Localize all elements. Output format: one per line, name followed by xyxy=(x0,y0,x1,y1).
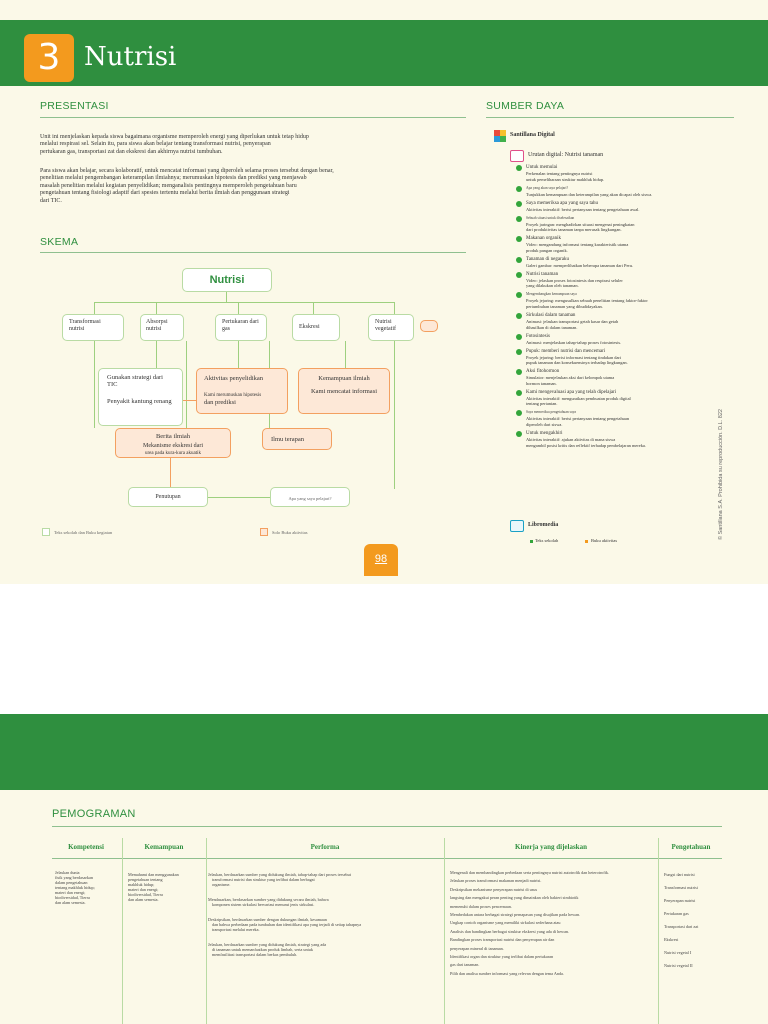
connector xyxy=(156,302,157,314)
connector xyxy=(156,341,157,368)
kinerja-line: Mengenali dan membandingkan perbedaan serta pentingnya nutrisi autotrofik dan heterotrofik. xyxy=(450,870,610,875)
resource-bullet-icon xyxy=(516,334,522,340)
resource-bullet-icon xyxy=(516,292,522,298)
pengetahuan-item: Pertukaran gas xyxy=(664,911,689,916)
resource-description: Proyek jaringan: menghadirkan situasi mengenai peningkatan xyxy=(526,221,635,227)
resource-description: dihasilkan di dalam tanaman. xyxy=(526,324,578,330)
resource-description: pupuk tanaman dan konsekuensinya terhadap lingkungan. xyxy=(526,360,628,366)
resource-description: yang dilakukan oleh tanaman. xyxy=(526,283,579,289)
performa-item xyxy=(208,897,440,907)
skema-heading: SKEMA xyxy=(40,236,79,248)
header-banner xyxy=(0,714,768,790)
divider xyxy=(52,826,722,827)
resource-description: Aktivitas interaktif: menguraikan pembuatan produk digital xyxy=(526,395,631,401)
resource-bullet-icon xyxy=(516,390,522,396)
node-aktivitas-penyelidikan: Aktivitas penyelidikan Kami merumuskan hipotesis dan prediksi xyxy=(196,368,288,414)
kinerja-line: Bandingkan proses transportasi nutrisi dan penyerapan air dan xyxy=(450,937,555,943)
resource-bullet-icon xyxy=(516,410,522,416)
libromedia-label: Libromedia xyxy=(528,522,559,528)
resource-bullet-icon xyxy=(516,165,522,171)
chapter-number: 3 xyxy=(24,34,74,82)
resource-bullet-icon xyxy=(516,369,522,375)
resource-description: Tunjukkan kemampuan dan keterampilan yang akan dicapai oleh siswa. xyxy=(526,191,653,197)
legend-swatch-school xyxy=(42,528,50,536)
connector xyxy=(238,302,239,314)
pemograman-heading: PEMOGRAMAN xyxy=(52,808,136,820)
resource-description: Aktivitas interaktif: ajukan aktivitas di mana siswa xyxy=(526,437,616,442)
kemampuan-cell: Memahami dan menggunakan pengetahuan tentang makhluk hidup; materi dan energi; biodiversidad, Tierra dan alam semesta. xyxy=(128,872,179,902)
legend-school: Teks sekolah dan Buku kegiatan xyxy=(54,530,113,535)
resource-description: Proyek jejaring: berisi informasi tentang tindakan dari xyxy=(526,354,622,360)
node-gunakan-strategi: Gunakan strategi dari TIC Penyakit kantung renang xyxy=(98,368,183,426)
santillana-logo-icon xyxy=(494,130,506,142)
kinerja-line: gas dari tanaman. xyxy=(450,962,480,968)
santillana-digital-label: Santillana Digital xyxy=(510,132,555,138)
connector xyxy=(394,302,395,314)
libromedia-icon xyxy=(510,520,524,532)
pengetahuan-item: Penyerapan nutrisi xyxy=(664,898,696,903)
resource-description: produk pangan organik. xyxy=(526,247,568,253)
pengetahuan-cell xyxy=(664,872,722,976)
performa-line: Jelaskan, berdasarkan sumber yang didukung ilmiah, tahap-tahap dari proses tersebut xyxy=(208,872,351,877)
col-pengetahuan: Pengetahuan xyxy=(671,843,711,851)
kinerja-line: Identifikasi organ dan struktur yang terlibat dalam pertukaran xyxy=(450,953,554,959)
pengetahuan-item: Ekskresi xyxy=(664,937,679,942)
presentasi-heading: PRESENTASI xyxy=(40,100,109,112)
resource-bullet-icon xyxy=(516,313,522,319)
resource-description: dari produktivitas tanaman tanpa merusak lingkungan. xyxy=(526,227,622,233)
presentasi-paragraph-2: Para siswa akan belajar, secara kolaboratif, untuk mencatat informasi yang diperoleh selama proses tersebut dengan benar, penelitian melalui pengembangan keterampilan ilmiahnya; merumuskan hipotesis dan prediksi yang menjawab masalah penelitian melalui kegiatan penyelidikan; menganalisis pentingnya memperoleh pengetahuan baru pengetahuan tentang fisiologi adaptif dari spesies tertentu melalui berita ilmiah dan penggunaan strategi dari TIC. xyxy=(40,168,334,204)
resource-description: mengambil posisi kritis dan reflektif terhadap pembelajaran mereka. xyxy=(526,442,646,448)
resource-description: diperoleh dari siswa. xyxy=(526,422,563,427)
legend-dot-green xyxy=(530,540,533,543)
resource-description: untuk pemeliharaan struktur makhluk hidup. xyxy=(526,176,605,182)
kinerja-cell xyxy=(450,870,654,979)
performa-line: transportasi melalui mereka. xyxy=(212,927,260,932)
performa-line: Deskripsikan, berdasarkan sumber dengan dukungan ilmiah, kesamaan xyxy=(208,917,327,922)
resource-description: Animasi: jelaskan transportasi getah kasar dan getah xyxy=(526,319,619,324)
resource-title[interactable]: Sebuah situasi untuk diselesaikan xyxy=(526,215,575,220)
kinerja-line: memenuhi dalam proses pencernaan. xyxy=(450,903,512,909)
legend-dot-orange xyxy=(585,540,588,543)
kinerja-line: Analisis dan bandingkan berbagai struktur ekskresi yang ada di hewan. xyxy=(450,928,570,934)
node-transformasi: Transformasi nutrisi xyxy=(62,314,124,341)
connector xyxy=(345,341,346,368)
resource-description: Simulator: menjelaskan aksi dari kelompok utama xyxy=(526,375,615,381)
resource-title[interactable]: Untuk memulai xyxy=(526,165,558,170)
performa-line: dan bahwa perbedaan pada tumbuhan dan identifikasi apa yang terjadi di setiap tahapnya xyxy=(212,922,362,927)
pengetahuan-item: Transformasi nutrisi xyxy=(664,885,698,890)
node-pertukaran: Pertukaran dari gas xyxy=(215,314,267,341)
connector xyxy=(170,455,171,487)
legend-teks-sekolah: Teks sekolah xyxy=(535,538,559,543)
sumber-daya-heading: SUMBER DAYA xyxy=(486,100,565,112)
resource-description: Galeri gambar: memperlihatkan beberapa tanaman dari Peru. xyxy=(526,262,634,268)
chapter-title: Nutrisi xyxy=(84,42,177,72)
column-divider xyxy=(206,838,207,1024)
legend-swatch-solo xyxy=(260,528,268,536)
folder-icon xyxy=(420,320,438,332)
kinerja-line: penyerapan mineral di tanaman. xyxy=(450,945,504,951)
connector xyxy=(313,302,314,314)
resource-title[interactable]: Sirkulasi dalam tanaman xyxy=(526,313,576,318)
resource-description: Video: mengandung informasi tentang karakteristik utama xyxy=(526,242,629,248)
resource-bullet-icon xyxy=(516,431,522,437)
connector xyxy=(94,302,394,303)
column-divider xyxy=(658,838,659,1024)
col-kompetensi: Kompetensi xyxy=(68,843,104,851)
node-kemampuan-ilmiah: Kemampuan ilmiah Kami mencatat informasi xyxy=(298,368,390,414)
performa-line: di tanaman untuk memanfaatkan produk limbah, serta untuk xyxy=(212,947,313,952)
resource-description: Video: jelaskan proses fotosintesis dan respirasi seluler xyxy=(526,277,623,283)
resource-title[interactable]: Saya memeriksa apa yang saya tahu xyxy=(526,200,599,206)
performa-item xyxy=(208,917,440,932)
resource-bullet-icon xyxy=(516,201,522,207)
column-divider xyxy=(444,838,445,1024)
presentasi-paragraph-1: Unit ini menjelaskan kepada siswa bagaimana organisme memperoleh energi yang diperlukan untuk tetap hidup melalui respirasi sel. Selain itu, para siswa akan belajar tentang transformasi nutrisi, penyerapan pertukaran gas, transportasi zat dan ekskresi dan akhirnya nutrisi tumbuhan. xyxy=(40,134,309,155)
divider xyxy=(40,252,466,253)
node-berita-ilmiah: Berita ilmiah Mekanisme ekskresi dari urea pada kura-kura akuatik xyxy=(115,428,231,458)
kinerja-line: langsing dan mengakui peran penting yang dimainkan oleh bakteri simbiotik xyxy=(450,895,579,901)
resource-title[interactable]: Tanaman di negaraku xyxy=(526,256,569,262)
resource-title[interactable]: Aksi fitohormon xyxy=(526,369,560,375)
col-kinerja: Kinerja yang dijelaskan xyxy=(515,843,587,851)
connector xyxy=(238,341,239,368)
page-number: 98 xyxy=(364,544,398,576)
node-penutupan: Penutupan xyxy=(128,487,208,507)
copyright-note: © Santillana S.A. Prohibida su reproducción. D.L. 822 xyxy=(718,409,724,540)
connector xyxy=(94,302,95,314)
resource-bullet-icon xyxy=(516,272,522,278)
resource-title[interactable]: Untuk mengakhiri xyxy=(526,431,563,436)
performa-item xyxy=(208,942,440,957)
resource-description: Proyek jejaring: mengusulkan sebuah penelitian tentang faktor-faktor xyxy=(526,298,648,304)
resource-title[interactable]: Fotosintesis xyxy=(526,333,550,339)
node-nutrisi: Nutrisi xyxy=(182,268,272,292)
resource-description: tentang pertanian. xyxy=(526,401,558,407)
pengetahuan-item: Nutrisi vegetal II xyxy=(664,963,693,968)
performa-line: transformasi nutrisi dan struktur yang terlibat dalam berbagai xyxy=(212,877,315,882)
performa-item xyxy=(208,872,440,887)
question-node: Apa yang saya pelajari? xyxy=(270,487,350,507)
kinerja-line: Jelaskan proses transformasi makanan menjadi nutrisi. xyxy=(450,878,542,884)
divider xyxy=(40,117,466,118)
connector xyxy=(94,341,95,428)
col-performa: Performa xyxy=(310,843,340,851)
resource-description: Aktivitas interaktif: berisi pertanyaan tentang pengetahuan xyxy=(526,416,630,422)
resource-title[interactable]: Saya memeriksa pengetahuan saya xyxy=(526,410,576,415)
resource-title[interactable]: Nutrisi tanaman xyxy=(526,271,559,277)
urutan-digital-label: Urutan digital: Nutrisi tanaman xyxy=(528,152,604,158)
column-divider xyxy=(122,838,123,1024)
col-kemampuan: Kemampuan xyxy=(144,843,184,851)
folder-icon xyxy=(510,150,524,162)
node-ekskresi: Ekskresi xyxy=(292,314,340,341)
resource-title[interactable]: Kami mengevaluasi apa yang telah dipelajari xyxy=(526,389,617,395)
performa-line: Jelaskan, berdasarkan sumber yang didukung ilmiah, strategi yang ada xyxy=(208,942,327,947)
resource-description: Animasi: menjelaskan tahap-tahap proses fotosintesis. xyxy=(526,339,622,345)
resource-title[interactable]: Mengembangkan kemampuan saya xyxy=(526,292,577,297)
resource-bullet-icon xyxy=(516,257,522,263)
pengetahuan-item: Nutrisi vegetal I xyxy=(664,950,692,955)
resource-description: hormon tanaman. xyxy=(526,380,557,386)
kinerja-line: Membedakan antara berbagai strategi pernapasan yang disajikan pada hewan. xyxy=(450,911,581,917)
divider xyxy=(486,117,734,118)
performa-line: memfasilitasi transportasi dalam berkas pembuluh. xyxy=(212,952,298,957)
resource-bullet-icon xyxy=(516,216,522,222)
resource-bullet-icon xyxy=(516,349,522,355)
resource-description: Aktivitas interaktif: berisi pertanyaan tentang pengetahuan awal. xyxy=(526,206,640,212)
resource-title[interactable]: Makanan organik xyxy=(526,236,562,242)
node-ilmu-terapan: Ilmu terapan xyxy=(262,428,332,450)
performa-line: Mendasarkan, berdasarkan sumber yang didukung secara ilmiah, bahwa xyxy=(208,897,329,902)
connector xyxy=(186,341,187,428)
performa-line: komponen sistem sirkulasi bervariasi menurut jenis sirkulasi. xyxy=(212,902,315,907)
resource-bullet-icon xyxy=(516,186,522,192)
node-absorpsi: Absorpsi nutrisi xyxy=(140,314,184,341)
node-nutrisi-vegetatif: Nutrisi vegetatif xyxy=(368,314,414,341)
kompetensi-cell: Jelaskan dunia fisik yang berdasarkan dalam pengetahuan tentang makhluk hidup; materi dan energi; biodiversidad, Tierra dan alam semesta. xyxy=(55,870,95,905)
kinerja-line: Ungkap contoh organisme yang memiliki sirkulasi sederhana atau xyxy=(450,920,561,926)
performa-cell xyxy=(208,872,440,967)
performa-line: organisme. xyxy=(212,882,231,887)
resource-title[interactable]: Pupuk: memberi nutrisi dan mencemari xyxy=(526,348,606,354)
kinerja-line: Deskripsikan mekanisme penyerapan nutrisi di usus xyxy=(450,886,538,892)
legend-buku-aktivitas: Buku aktivitas xyxy=(591,538,618,543)
pengetahuan-item: Transportasi dari zat xyxy=(664,924,699,929)
resource-bullet-icon xyxy=(516,236,522,242)
header-rule xyxy=(52,858,722,859)
resource-description: Perkenalan tentang pentingnya nutrisi xyxy=(526,171,593,176)
kinerja-line: Pilih dan analisa sumber informasi yang relevan dengan tema Anda. xyxy=(450,970,564,976)
resource-description: pertumbuhan tanaman yang dibudidayakan. xyxy=(526,304,603,309)
pengetahuan-item: Fungsi dari nutrisi xyxy=(664,872,695,877)
legend-solo: Solo Buku aktivitas xyxy=(272,530,308,535)
resource-title[interactable]: Apa yang akan saya pelajari? xyxy=(526,185,569,190)
connector xyxy=(394,341,395,489)
